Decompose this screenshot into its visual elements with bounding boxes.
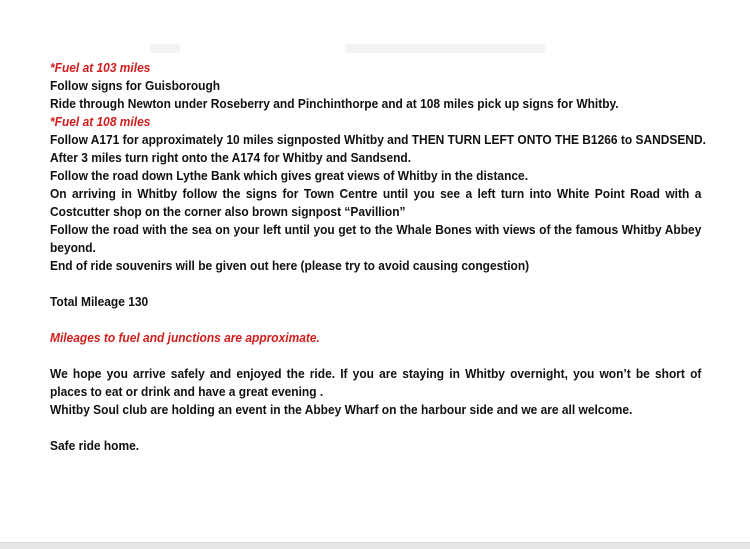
fuel-note-103: *Fuel at 103 miles (50, 60, 151, 75)
instruction-souvenirs: End of ride souvenirs will be given out here (please try to avoid causing congestion) (50, 258, 530, 273)
instruction-lythe-bank: Follow the road down Lythe Bank which gives great views of Whitby in the distance. (50, 168, 529, 183)
show-through-text (0, 44, 750, 58)
instruction-a171: Follow A171 for approximately 10 miles signposted Whitby and THEN TURN LEFT ONTO THE B1266 to SANDSEND. (50, 132, 706, 147)
instruction-newton: Ride through Newton under Roseberry and Pinchinthorpe and at 108 miles pick up signs for Whitby. (50, 96, 619, 111)
total-mileage: Total Mileage 130 (50, 294, 149, 309)
instruction-a174: After 3 miles turn right onto the A174 for Whitby and Sandsend. (50, 150, 412, 165)
safe-ride-home: Safe ride home. (50, 438, 140, 453)
closing-paragraph: We hope you arrive safely and enjoyed the ride. If you are staying in Whitby overnight, you won’t be short of places to eat or drink and have a great evening . (50, 366, 702, 399)
soul-club-note: Whitby Soul club are holding an event in the Abbey Wharf on the harbour side and we are all welcome. (50, 402, 633, 417)
route-instructions (50, 59, 706, 455)
approximate-note: Mileages to fuel and junctions are approximate. (50, 330, 320, 345)
instruction-guisborough: Follow signs for Guisborough (50, 78, 221, 93)
page-bottom-edge (0, 542, 750, 549)
instruction-arriving-whitby: On arriving in Whitby follow the signs for Town Centre until you see a left turn into White Point Road with a Costcutter shop on the corner also brown signpost “Pavillion” (50, 186, 702, 219)
instruction-whale-bones: Follow the road with the sea on your left until you get to the Whale Bones with views of the famous Whitby Abbey beyond. (50, 222, 702, 255)
fuel-note-108: *Fuel at 108 miles (50, 114, 151, 129)
